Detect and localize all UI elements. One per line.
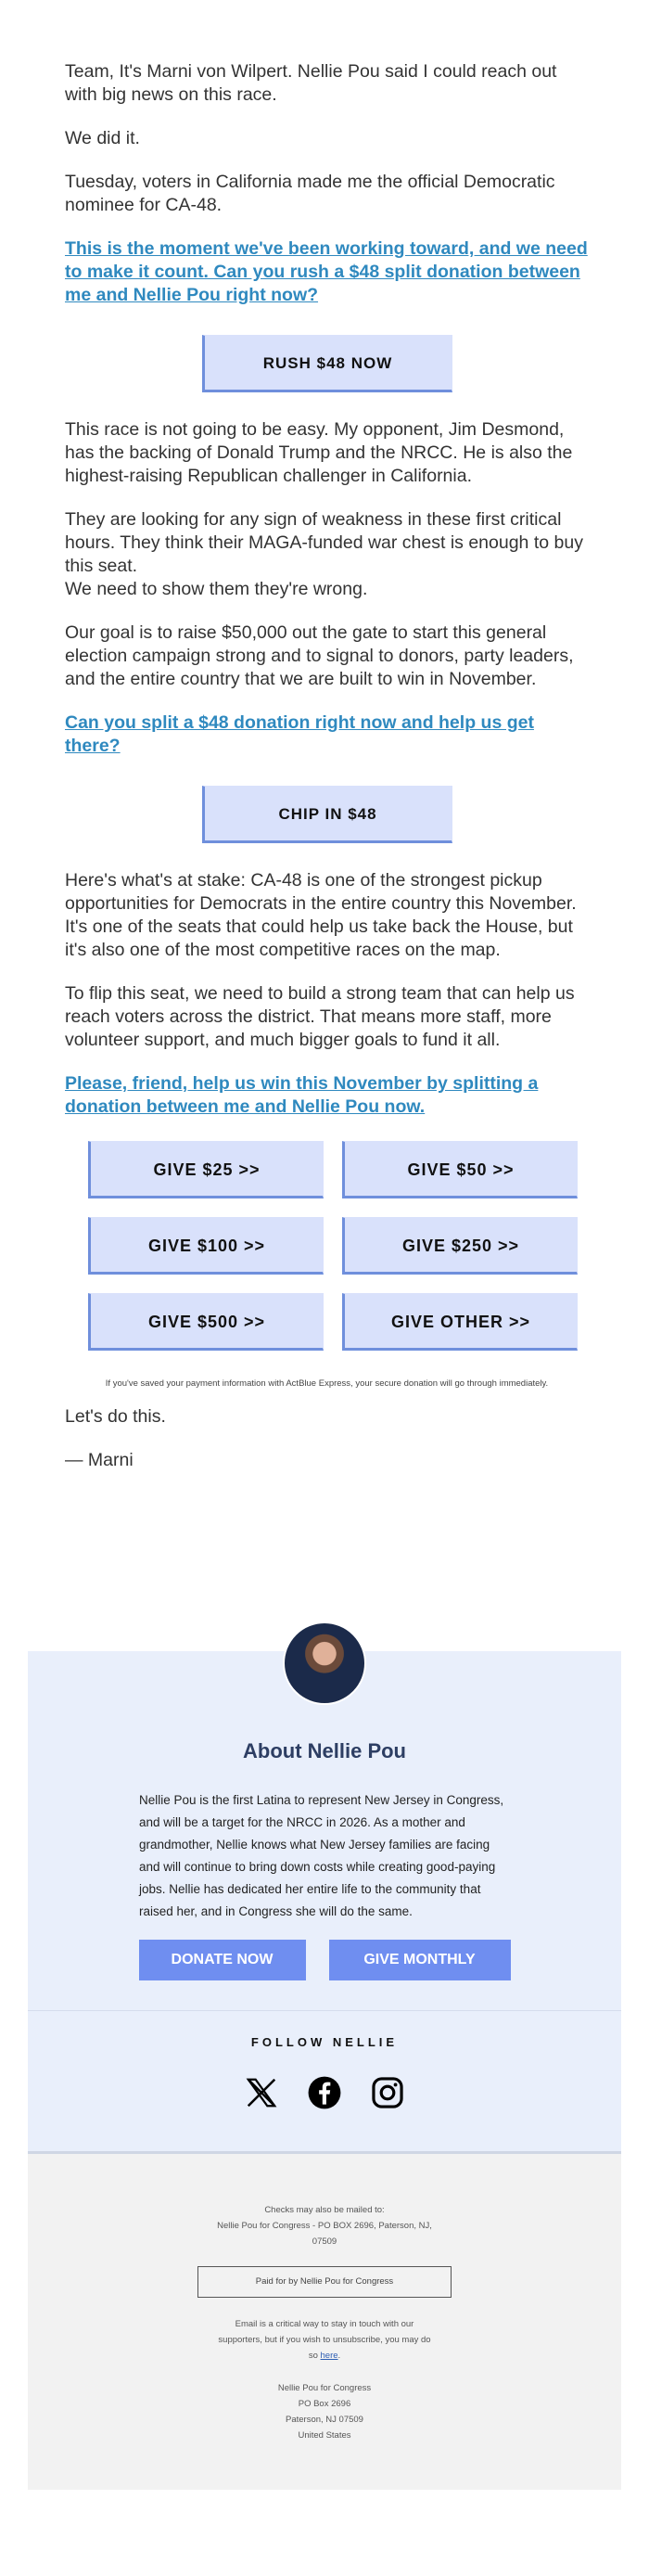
address-line: PO Box 2696 — [298, 2399, 351, 2409]
avatar — [283, 1621, 366, 1705]
rush-48-button[interactable]: RUSH $48 NOW — [202, 335, 452, 392]
donation-link[interactable]: Can you split a $48 donation right now and help us get there? — [65, 712, 534, 756]
about-title: About Nellie Pou — [243, 1739, 406, 1762]
give-other-button[interactable]: GIVE OTHER >> — [342, 1293, 578, 1351]
checks-line: Nellie Pou for Congress - PO BOX 2696, Paterson, NJ, — [217, 2221, 432, 2231]
email-note: Email is a critical way to stay in touch with our — [235, 2319, 414, 2329]
address-line: Paterson, NJ 07509 — [286, 2415, 363, 2425]
address-line: United States — [298, 2430, 351, 2441]
body-paragraph: Here's what's at stake: CA-48 is one of the strongest pickup opportunities for Democrats in the entire country this November. It's one of the seats that could help us take back the House, but it's also one of the most competitive races on the map. — [65, 870, 577, 960]
give-500-button[interactable]: GIVE $500 >> — [88, 1293, 324, 1351]
address-line: Nellie Pou for Congress — [277, 2383, 372, 2393]
signature: — Marni — [65, 1450, 134, 1470]
checks-line: 07509 — [312, 2236, 337, 2247]
give-250-button[interactable]: GIVE $250 >> — [342, 1217, 578, 1275]
instagram-icon[interactable] — [370, 2075, 405, 2110]
donation-link[interactable]: Please, friend, help us win this November by splitting a donation between me and Nellie Pou now. — [65, 1073, 539, 1117]
actblue-note: If you've saved your payment information with ActBlue Express, your secure donation will go through immediately. — [105, 1378, 549, 1389]
intro-paragraph: Tuesday, voters in California made me the official Democratic nominee for CA-48. — [65, 172, 555, 215]
email-body — [65, 60, 589, 1493]
chip-in-48-button[interactable]: CHIP IN $48 — [202, 786, 452, 843]
body-paragraph: They are looking for any sign of weakness in these first critical hours. They think their MAGA-funded war chest is enough to buy this seat. We need to show them they're wrong. — [65, 509, 583, 599]
email-note: so — [308, 2351, 318, 2361]
footer — [28, 1651, 621, 2490]
email-note: supporters, but if you wish to unsubscribe, you may do — [218, 2335, 431, 2345]
follow-section — [28, 2010, 621, 2154]
closing-line: Let's do this. — [65, 1406, 166, 1427]
about-text: Nellie Pou is the first Latina to represent New Jersey in Congress, and will be a target for the NRCC in 2026. As a mother and grandmother, Nellie knows what New Jersey families are facing and will continue to bring down costs while creating good-paying jobs. Nellie has dedicated her entire life to the community that raised her, and in Congress she will do the same. — [139, 1793, 504, 1918]
body-paragraph: To flip this seat, we need to build a strong team that can help us reach voters across the district. That means more staff, more volunteer support, and much bigger goals to fund it all. — [65, 983, 575, 1050]
unsubscribe-link[interactable]: here — [320, 2351, 338, 2361]
give-25-button[interactable]: GIVE $25 >> — [88, 1141, 324, 1198]
facebook-icon[interactable] — [307, 2075, 342, 2110]
legal-section: Checks may also be mailed to: Nellie Pou for Congress - PO BOX 2696, Paterson, NJ, 07509 Paid for by Nellie Pou for Congress Email is a critical way to stay in touch with our supporters, but if you wish to unsubscribe, you may do so here. Nellie Pou for Congress PO Box 2696 Paterson, NJ 07509 United States — [28, 2154, 621, 2490]
give-monthly-button[interactable]: GIVE MONTHLY — [329, 1940, 511, 1980]
give-50-button[interactable]: GIVE $50 >> — [342, 1141, 578, 1198]
checks-line: Checks may also be mailed to: — [264, 2205, 385, 2215]
body-paragraph: This race is not going to be easy. My opponent, Jim Desmond, has the backing of Donald Trump and the NRCC. He is also the highest-raising Republican challenger in California. — [65, 419, 573, 486]
donate-now-button[interactable]: DONATE NOW — [139, 1940, 306, 1980]
paid-for-box: Paid for by Nellie Pou for Congress — [197, 2266, 452, 2298]
x-icon[interactable] — [244, 2075, 279, 2110]
give-100-button[interactable]: GIVE $100 >> — [88, 1217, 324, 1275]
intro-paragraph: Team, It's Marni von Wilpert. Nellie Pou said I could reach out with big news on this race. — [65, 61, 557, 105]
about-section — [28, 1651, 621, 2010]
give-button-grid — [88, 1141, 589, 1351]
follow-title: FOLLOW NELLIE — [250, 2035, 399, 2049]
intro-paragraph: We did it. — [65, 128, 140, 148]
donation-link[interactable]: This is the moment we've been working toward, and we need to make it count. Can you rush a $48 split donation between me and Nellie Pou right now? — [65, 238, 588, 305]
body-paragraph: Our goal is to raise $50,000 out the gate to start this general election campaign strong and to signal to donors, party leaders, and the entire country that we are built to win in November. — [65, 622, 574, 689]
